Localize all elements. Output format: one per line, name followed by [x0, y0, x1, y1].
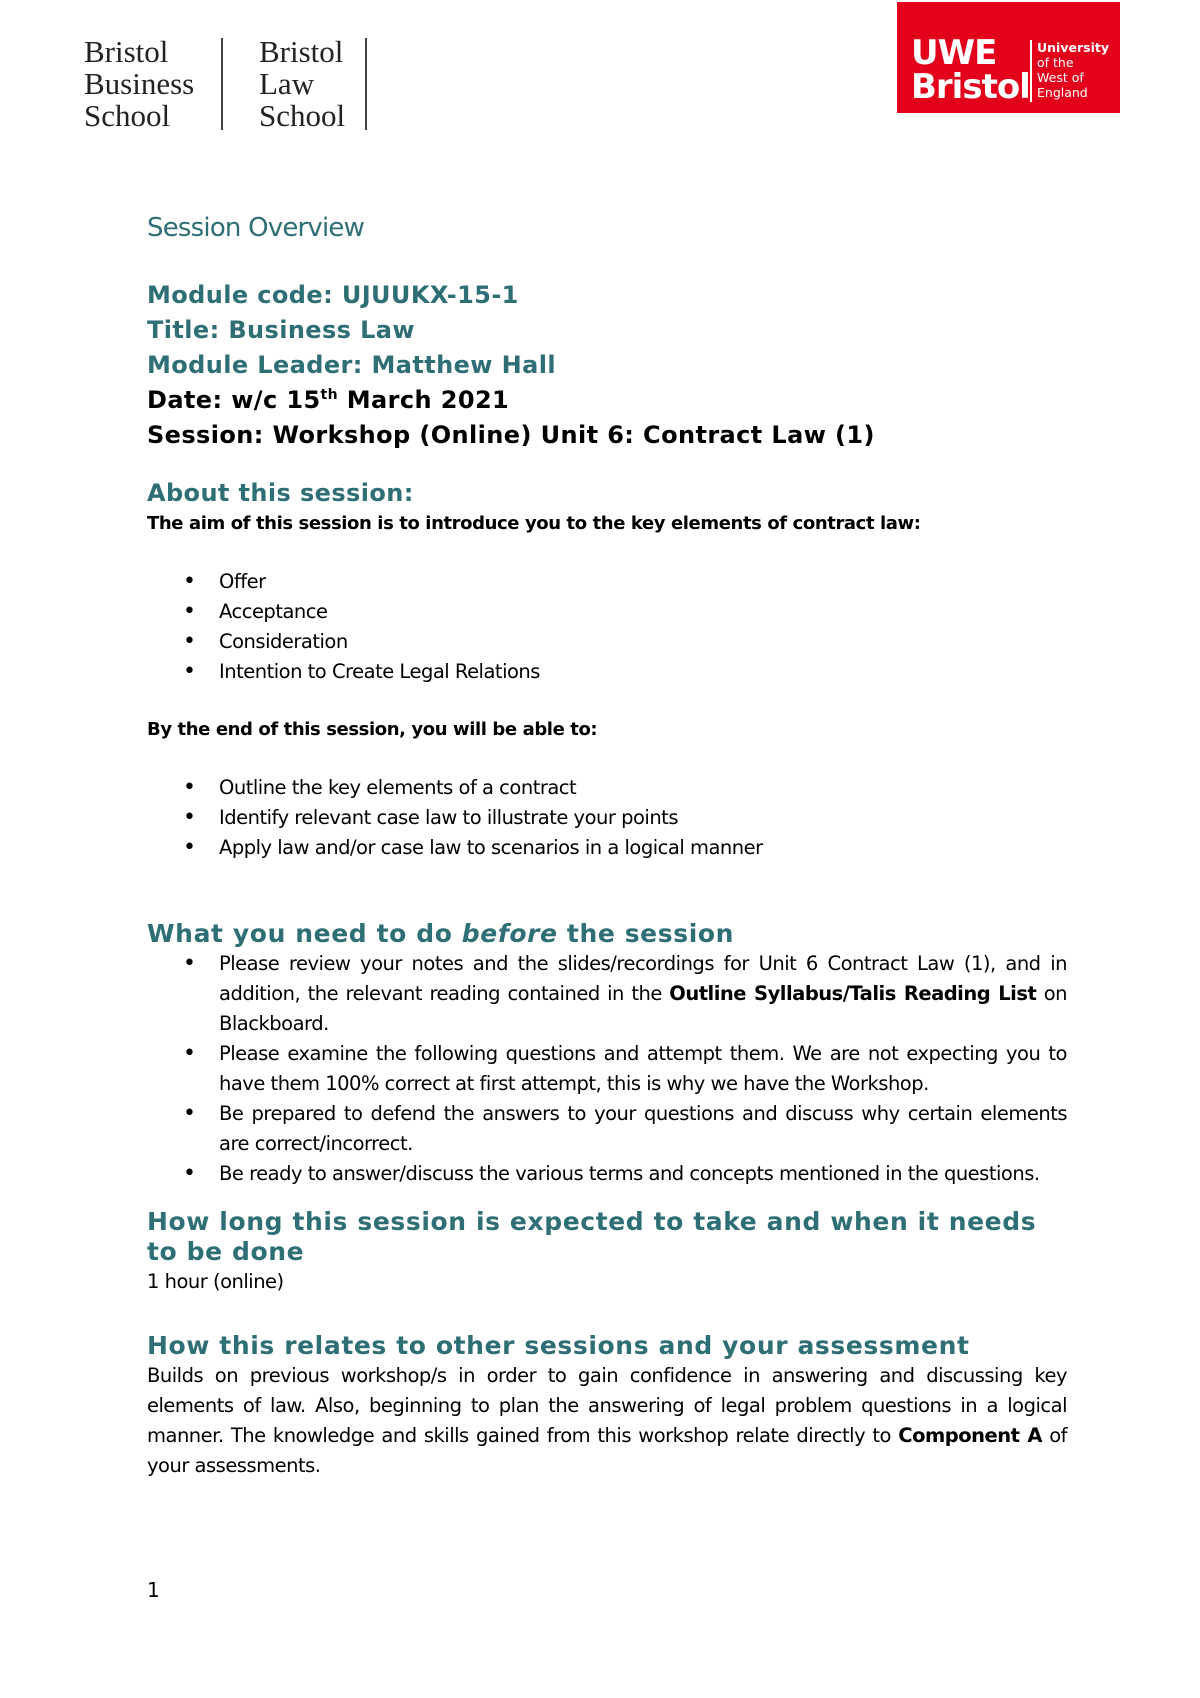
logo-divider — [1030, 40, 1032, 102]
outcomes-list — [147, 773, 1067, 863]
logo-divider — [365, 38, 367, 130]
list-item: • Consideration — [147, 627, 1067, 657]
list-item: • Identify relevant case law to illustrate your points — [147, 803, 1067, 833]
logo-line: School — [84, 98, 171, 133]
logo-line: Bristol — [259, 34, 344, 69]
logo-line: Business — [84, 66, 195, 101]
about-intro: The aim of this session is to introduce you to the key elements of contract law: — [147, 513, 921, 534]
list-item: • Outline the key elements of a contract — [147, 773, 1067, 803]
before-session-heading — [147, 919, 1067, 949]
list-item — [147, 949, 1067, 1039]
heading-emphasis: before — [461, 919, 558, 948]
relates-heading: How this relates to other sessions and your assessment — [147, 1331, 970, 1360]
date-suffix: March 2021 — [338, 386, 510, 414]
list-item: • Please examine the following questions and attempt them. We are not expecting you to have them 100% correct at first attempt, this is why we have the Workshop. — [147, 1039, 1067, 1099]
uwe-wordmark — [911, 33, 1030, 107]
logo-line: West of — [1037, 70, 1084, 85]
list-item: • Apply law and/or case law to scenarios in a logical manner — [147, 833, 1067, 863]
about-heading: About this session: — [147, 479, 414, 507]
logo-line: of the — [1037, 55, 1074, 70]
logo-divider — [221, 38, 223, 130]
list-item: • Be prepared to defend the answers to your questions and discuss why certain elements are correct/incorrect. — [147, 1099, 1067, 1159]
uwe-university-name — [1037, 40, 1109, 100]
logo-line: Law — [259, 66, 315, 101]
duration-heading: How long this session is expected to take and when it needs to be done — [147, 1207, 1037, 1266]
logo-line: School — [259, 98, 346, 133]
bristol-law-school-wordmark — [259, 36, 345, 132]
bristol-business-school-wordmark — [84, 36, 194, 132]
session-meta — [147, 278, 1067, 453]
relates-text — [147, 1361, 1067, 1481]
logo-line: University — [1037, 40, 1109, 55]
module-code: Module code: UJUUKX-15-1 — [147, 281, 519, 309]
component-ref: Component A — [898, 1424, 1042, 1447]
list-item: • Intention to Create Legal Relations — [147, 657, 1067, 687]
heading-part: What you need to do — [147, 919, 462, 948]
page-number: 1 — [147, 1578, 160, 1602]
list-item: • Offer — [147, 567, 1067, 597]
session-date — [147, 383, 1067, 418]
reading-list-ref: Outline Syllabus/Talis Reading List — [669, 982, 1037, 1005]
outcomes-intro: By the end of this session, you will be able to: — [147, 719, 598, 740]
logo-line: England — [1037, 85, 1088, 100]
module-title: Title: Business Law — [147, 316, 415, 344]
item-text: Please review your notes and the slides/recordings for Unit 6 Contract Law (1), and in addition, the relevant reading contained in the — [219, 952, 1067, 1005]
list-item: • Be ready to answer/discuss the various terms and concepts mentioned in the questions. — [147, 1159, 1067, 1189]
contract-elements-list — [147, 567, 1067, 687]
module-leader: Module Leader: Matthew Hall — [147, 351, 556, 379]
date-prefix: Date: w/c 15 — [147, 386, 321, 414]
paragraph-text: of your assessments. — [147, 1424, 1067, 1477]
item-text: on Blackboard. — [219, 982, 1067, 1035]
duration-text: 1 hour (online) — [147, 1270, 284, 1293]
bristol-schools-logo — [84, 36, 374, 131]
paragraph-text: Builds on previous workshop/s in order to gain confidence in answering and discussing key elements of law. Also, beginning to plan the answering of legal problem questions in a logical manner. The knowledge and skills gained from this workshop relate directly to — [147, 1364, 1067, 1447]
date-ordinal: th — [320, 387, 339, 403]
list-item: • Acceptance — [147, 597, 1067, 627]
page-title: Session Overview — [147, 213, 365, 243]
before-session-list — [147, 949, 1067, 1189]
logo-line: Bristol — [84, 34, 169, 69]
document-body — [147, 208, 1067, 1481]
heading-part: the session — [557, 919, 735, 948]
session-name: Session: Workshop (Online) Unit 6: Contract Law (1) — [147, 421, 875, 449]
uwe-bristol-logo — [897, 2, 1120, 113]
logo-line: Bristol — [911, 67, 1030, 107]
logo-line: UWE — [911, 33, 997, 73]
